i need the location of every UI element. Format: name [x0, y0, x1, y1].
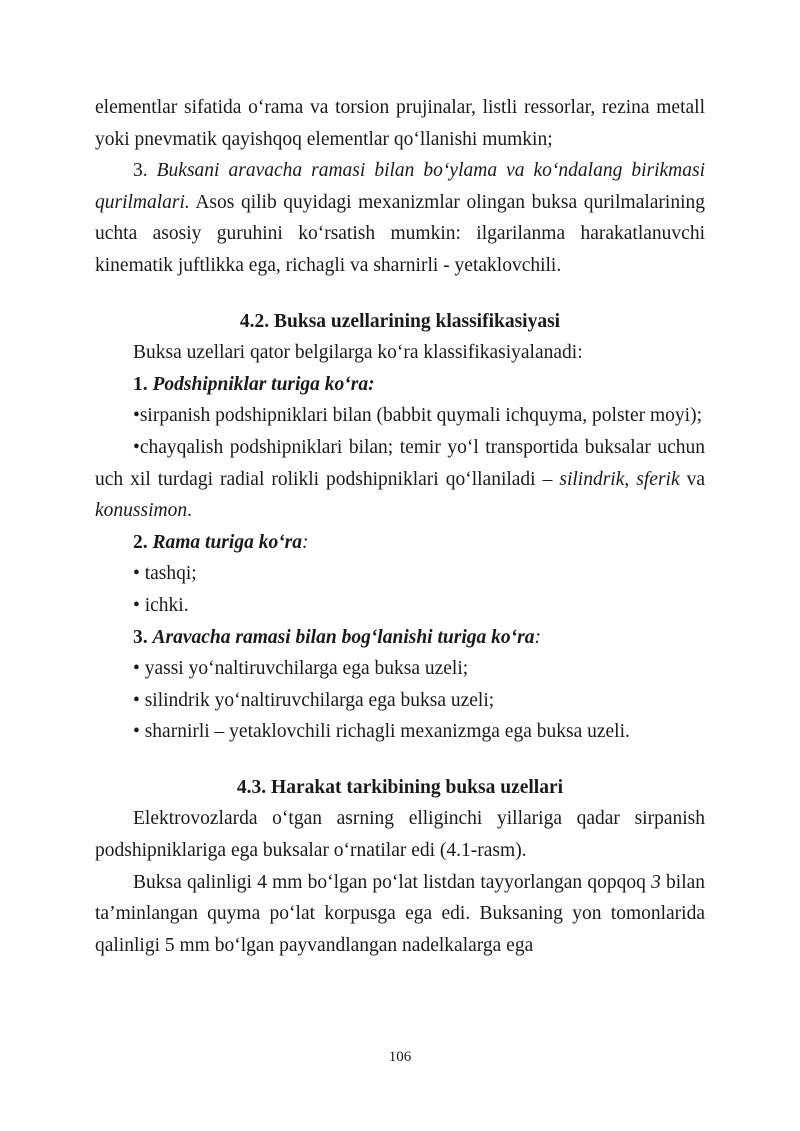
paragraph-text: bilan ta’minlangan quyma po‘lat korpusga ega edi. Buksaning yon tomonlarida qalinligi 5 mm bo‘lgan payvandlangan nadelkalarga ega — [95, 871, 706, 956]
punctuation: , — [624, 468, 630, 490]
group-title: Podshipniklar turiga ko‘ra: — [152, 373, 375, 395]
list-number: 3. — [133, 626, 148, 648]
list-item-text: sharnirli – yetaklovchili richagli mexanizmga ega buksa uzeli. — [144, 721, 630, 743]
list-item-text: silindrik yo‘naltiruvchilarga ega buksa uzeli; — [144, 689, 495, 711]
paragraph — [95, 867, 705, 962]
paragraph — [95, 92, 705, 155]
section-heading: 4.2. Buksa uzellarining klassifikasiyasi — [239, 310, 561, 332]
group-heading — [95, 369, 705, 401]
paragraph — [95, 803, 705, 866]
paragraph-text: Asos qilib quyidagi mexanizmlar olingan buksa qurilmalarining uchta asosiy guruhini ko‘rsatish mumkin: ilgarilanma harakatlanuvchi kinematik juftlikka ega, richagli va sharnirli - yetaklovchili. — [95, 191, 705, 276]
paragraph — [95, 155, 705, 281]
list-item-text: chayqalish podshipniklari bilan; temir yo‘l transportida buksalar uchun uch xil turdagi radial rolikli podshipniklari qo‘llaniladi – — [95, 436, 705, 490]
section-heading: 4.3. Harakat tarkibining buksa uzellari — [236, 776, 564, 798]
bullet: • — [133, 689, 140, 711]
list-item-text: ichki. — [144, 594, 189, 616]
spacer — [95, 282, 705, 306]
group-title: Rama turiga ko‘ra — [152, 531, 303, 553]
bullet: • — [133, 721, 140, 743]
list-item — [95, 685, 705, 717]
list-number: 1. — [133, 373, 148, 395]
italic-term: sferik — [636, 468, 680, 490]
list-item-text: sirpanish podshipniklari bilan (babbit quymali ichquyma, polster moyi); — [139, 405, 702, 427]
italic-term: silindrik — [559, 468, 625, 490]
paragraph-text: Elektrovozlarda o‘tgan asrning elliginchi yillariga qadar sirpanish podshipniklariga ega buksalar o‘rnatilar edi (4.1-rasm). — [95, 808, 705, 862]
bullet: • — [133, 405, 140, 427]
group-heading — [95, 527, 705, 559]
list-item — [95, 653, 705, 685]
list-item — [95, 400, 705, 432]
list-item — [95, 590, 705, 622]
list-number: 2. — [133, 531, 148, 553]
bullet: • — [133, 594, 140, 616]
bullet: • — [133, 436, 140, 458]
list-item — [95, 558, 705, 590]
list-number: 3. — [133, 160, 148, 182]
page-number: 106 — [388, 1049, 412, 1065]
bullet: • — [133, 563, 140, 585]
group-title: Aravacha ramasi bilan bog‘lanishi turiga ko‘ra — [152, 626, 535, 648]
paragraph — [95, 337, 705, 369]
paragraph-text: Buksa uzellari qator belgilarga ko‘ra klassifikasiyalanadi: — [133, 342, 583, 364]
paragraph-text: elementlar sifatida o‘rama va torsion prujinalar, listli ressorlar, rezina metall yoki pnevmatik qayishqoq elementlar qo‘llanishi mumkin; — [95, 97, 705, 150]
figure-reference-number: 3 — [651, 871, 661, 893]
conjunction: va — [686, 468, 706, 490]
list-item — [95, 432, 705, 527]
list-item-text: tashqi; — [144, 563, 197, 585]
group-heading — [95, 622, 705, 654]
punctuation: . — [187, 500, 192, 522]
punctuation: : — [302, 531, 309, 553]
italic-term: Buksani aravacha ramasi bilan bo‘ylama va ko‘ndalang birikmasi qurilmalari. — [95, 160, 705, 213]
page-content — [95, 92, 705, 961]
list-item — [95, 716, 705, 748]
list-item-text: yassi yo‘naltiruvchilarga ega buksa uzeli; — [144, 658, 469, 680]
italic-term: konussimon — [95, 500, 188, 522]
punctuation: : — [534, 626, 541, 648]
bullet: • — [133, 658, 140, 680]
paragraph-text: Buksa qalinligi 4 mm bo‘lgan po‘lat listdan tayyorlangan qopqoq — [133, 871, 646, 893]
spacer — [95, 748, 705, 772]
